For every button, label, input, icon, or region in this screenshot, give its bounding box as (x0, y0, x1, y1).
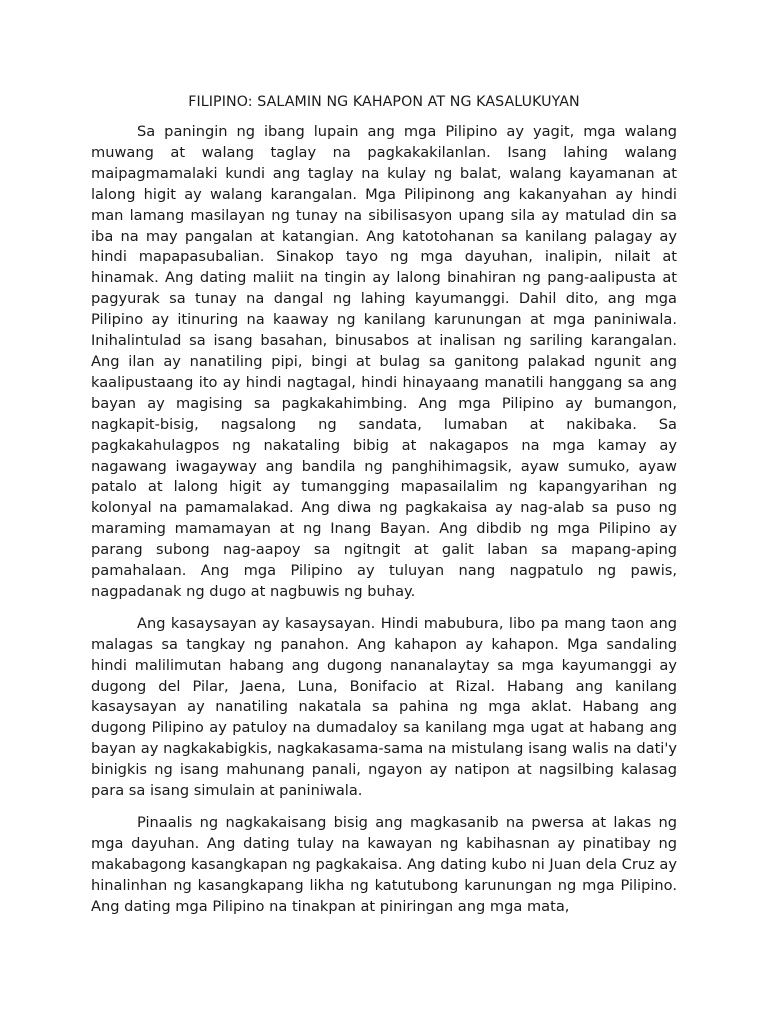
document-page (91, 92, 677, 929)
document-title: FILIPINO: SALAMIN NG KAHAPON AT NG KASALUKUYAN (188, 94, 580, 110)
paragraph-1: Sa paningin ng ibang lupain ang mga Pilipino ay yagit, mga walang muwang at walang taglay na pagkakakilanlan. Isang lahing walang maipagmamalaki kundi ang taglay na kulay ng balat, walang kayamanan at lalong higit ay walang karangalan. Mga Pilipinong ang kakanyahan ay hindi man lamang masilayan ng tunay na sibilisasyon upang sila ay matulad din sa iba na may pangalan at katangian. Ang katotohanan sa kanilang palagay ay hindi mapapasubalian. Sinakop tayo ng mga dayuhan, inalipin, nilait at hinamak. Ang dating maliit na tingin ay lalong binahiran ng pang-aalipusta at pagyurak sa tunay na dangal ng lahing kayumanggi. Dahil dito, ang mga Pilipino ay itinuring na kaaway ng kanilang karunungan at mga paniniwala. Inihalintulad sa isang basahan, binusabos at inalisan ng sariling karangalan. Ang ilan ay nanatiling pipi, bingi at bulag sa ganitong palakad ngunit ang kaalipustaang ito ay hindi nagtagal, hindi hinayaang manatili hanggang sa ang bayan ay magising sa pagkakahimbing. Ang mga Pilipino ay bumangon, nagkapit-bisig, nagsalong ng sandata, lumaban at nakibaka. Sa pagkakahulagpos ng nakataling bibig at nakagapos na mga kamay ay nagawang iwagayway ang bandila ng panghihimagsik, ayaw sumuko, ayaw patalo at lalong higit ay tumangging mapasailalim ng kapangyarihan ng kolonyal na pamamalakad. Ang diwa ng pagkakaisa ay nag-alab sa puso ng maraming mamamayan at ng Inang Bayan. Ang dibdib ng mga Pilipino ay parang subong nag-aapoy sa ngitngit at galit laban sa mapang-aping pamahalaan. Ang mga Pilipino ay tuluyan nang nagpatulo ng pawis, nagpadanak ng dugo at nagbuwis ng buhay. (91, 123, 677, 600)
paragraph-3: Pinaalis ng nagkakaisang bisig ang magkasanib na pwersa at lakas ng mga dayuhan. Ang dating tulay na kawayan ng kabihasnan ay pinatibay ng makabagong kasangkapan ng pagkakaisa. Ang dating kubo ni Juan dela Cruz ay hinalinhan ng kasangkapang likha ng katutubong karunungan ng mga Pilipino. Ang dating mga Pilipino na tinakpan at piniringan ang mga mata, (91, 814, 677, 915)
paragraph-2: Ang kasaysayan ay kasaysayan. Hindi mabubura, libo pa mang taon ang malagas sa tangkay ng panahon. Ang kahapon ay kahapon. Mga sandaling hindi malilimutan habang ang dugong nananalaytay sa mga kayumanggi ay dugong del Pilar, Jaena, Luna, Bonifacio at Rizal. Habang ang kanilang kasaysayan ay nanatiling nakatala sa pahina ng mga aklat. Habang ang dugong Pilipino ay patuloy na dumadaloy sa kanilang mga ugat at habang ang bayan ay nagkakabigkis, nagkakasama-sama na mistulang isang walis na dati'y binigkis ng isang mahunang panali, ngayon ay natipon at nagsilbing kalasag para sa isang simulain at paniniwala. (91, 614, 677, 800)
